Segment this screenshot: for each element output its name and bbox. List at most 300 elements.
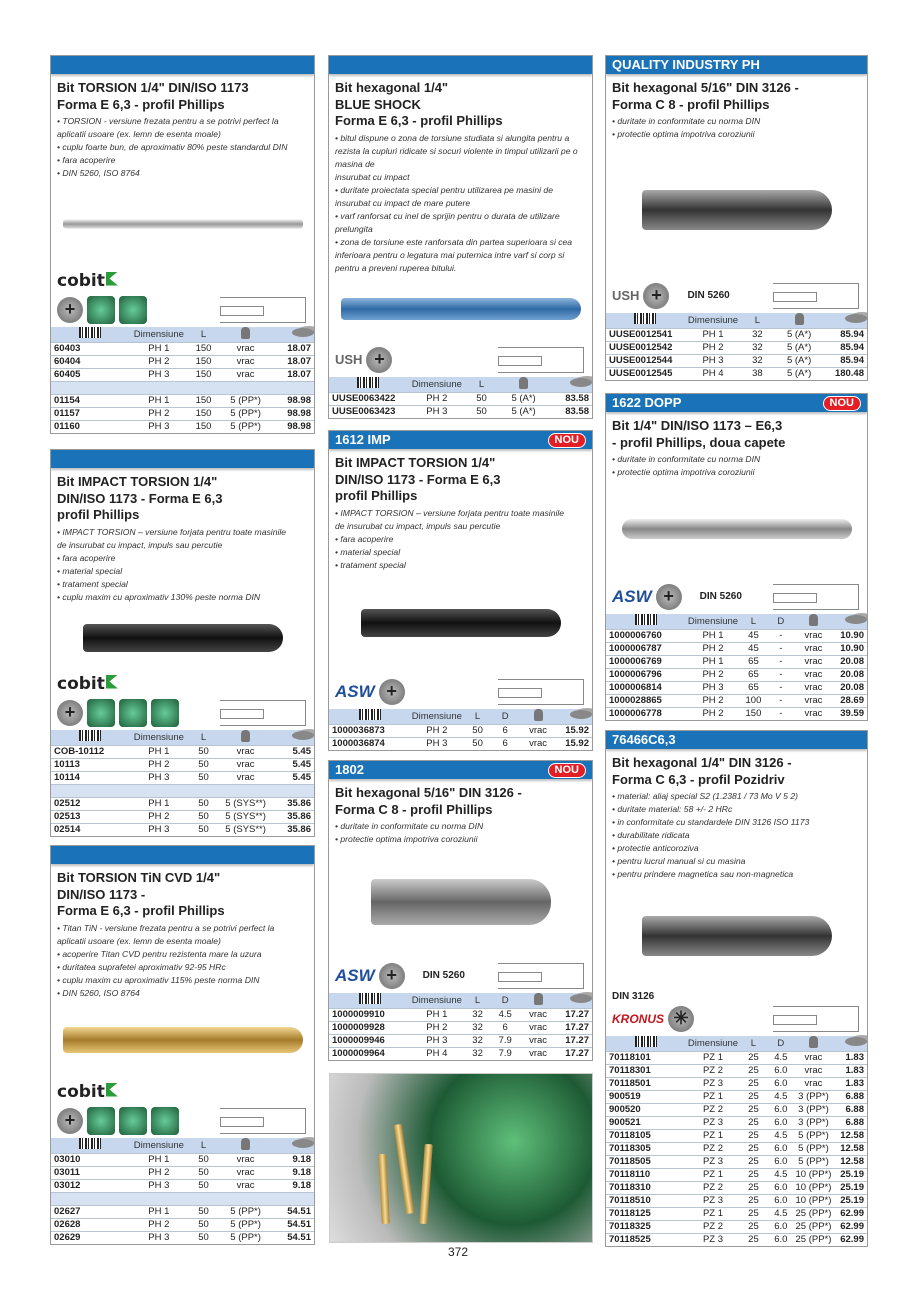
length: 150 — [188, 407, 220, 420]
table-row — [606, 1051, 867, 1064]
dimension: PZ 1 — [687, 1129, 739, 1142]
length: 25 — [739, 1116, 768, 1129]
dimension: PZ 3 — [687, 1194, 739, 1207]
table-row — [606, 1194, 867, 1207]
feature-item: • IMPACT TORSION – versiune forjata pentru toate masinile — [335, 507, 565, 518]
length: 50 — [463, 724, 492, 737]
barcode-icon — [359, 709, 381, 720]
column-header: D — [492, 709, 518, 725]
dimension: PH 3 — [408, 405, 466, 418]
dimension: PH 1 — [684, 328, 741, 341]
phillips-icon: + — [379, 963, 405, 989]
price: 62.99 — [833, 1233, 867, 1246]
product-code: UUSE0012541 — [606, 328, 684, 341]
table-row — [51, 823, 314, 836]
pack: vrac — [219, 368, 272, 381]
length: 45 — [739, 629, 768, 642]
length: 50 — [188, 758, 220, 771]
title-line: Bit hexagonal 5/16" DIN 3126 - — [335, 785, 522, 800]
feature-badge-icon — [87, 296, 115, 324]
title-line: Forma E 6,3 - profil Phillips — [57, 903, 225, 918]
length: 32 — [742, 328, 773, 341]
product-image — [329, 275, 592, 343]
column-header — [329, 377, 408, 393]
product-title — [51, 864, 314, 922]
feature-item: • Titan TiN - versiune frezata pentru a se potrivi perfect la — [57, 922, 275, 933]
pack: 5 (A*) — [773, 328, 825, 341]
diameter: - — [768, 642, 794, 655]
length: 25 — [739, 1155, 768, 1168]
length: 50 — [188, 1231, 220, 1244]
title-line: Bit TORSION 1/4" DIN/ISO 1173 — [57, 80, 249, 95]
price-table — [606, 1036, 867, 1247]
table-header-row — [329, 709, 592, 725]
table-row — [51, 1166, 314, 1179]
pack: 25 (PP*) — [795, 1220, 832, 1232]
dimension: PH 1 — [130, 1205, 188, 1218]
barcode-icon — [79, 730, 101, 741]
coins-icon — [570, 378, 592, 387]
product-code: 70118301 — [606, 1064, 687, 1077]
dimension: PH 2 — [130, 407, 188, 420]
coins-icon — [292, 731, 314, 740]
pack: 5 (PP*) — [219, 1218, 272, 1231]
table-header-row — [51, 730, 314, 746]
length: 25 — [739, 1051, 768, 1064]
pack: vrac — [518, 1021, 557, 1034]
product-title — [329, 779, 592, 820]
product-code: 900519 — [606, 1090, 687, 1103]
pack: vrac — [794, 1064, 833, 1077]
length: 150 — [188, 368, 220, 381]
column-header — [606, 614, 687, 630]
table-row — [606, 655, 867, 668]
product-image — [606, 881, 867, 991]
din-standard-label: DIN 5260 — [422, 970, 465, 981]
pack: 3 (PP*) — [794, 1116, 833, 1129]
price-table — [329, 993, 592, 1061]
column-header: Dimensiune — [687, 614, 739, 630]
pack: vrac — [219, 1166, 272, 1179]
pack: 5 (A*) — [773, 341, 825, 354]
feature-item: inferioara pentru o legatura mai puternica intre varf si corp si — [335, 249, 565, 260]
pack: vrac — [794, 668, 833, 681]
table-row — [606, 328, 867, 341]
table-row — [606, 681, 867, 694]
hand-icon — [534, 709, 543, 721]
pack: 10 (PP*) — [795, 1168, 832, 1180]
dimension: PH 2 — [411, 1021, 464, 1034]
feature-item: • duritate proiectata special pentru utilizarea pe masini de — [335, 184, 553, 195]
dimension: PZ 1 — [687, 1090, 739, 1103]
length: 25 — [739, 1103, 768, 1116]
product-code: 03010 — [51, 1153, 130, 1166]
product-code: UUSE0012542 — [606, 341, 684, 354]
table-row — [606, 1116, 867, 1129]
pack: 5 (PP*) — [219, 407, 272, 420]
feature-icons-row — [329, 675, 592, 709]
length: 100 — [739, 694, 768, 707]
price: 1.83 — [833, 1064, 867, 1077]
pack: 5 (PP*) — [794, 1155, 833, 1168]
product-code: 70118105 — [606, 1129, 687, 1142]
column-header — [550, 377, 592, 393]
pack: 10 (PP*) — [795, 1194, 832, 1206]
brand-logo: ASW — [612, 586, 652, 606]
table-header-row — [51, 327, 314, 343]
pack: 5 (PP*) — [219, 1231, 272, 1244]
feature-item: • varf ranforsat cu inel de sprijin pentru o durata de utilizare — [335, 210, 560, 221]
diameter: 6 — [492, 737, 518, 750]
product-code: 10114 — [51, 771, 130, 784]
product-code: 1000006814 — [606, 681, 687, 694]
column-header — [794, 1036, 833, 1052]
feature-item: • pentru prindere magnetica sau non-magnetica — [612, 869, 794, 879]
feature-item: • zona de torsiune este ranforsata din partea superioara si cea — [335, 236, 573, 247]
feature-icons-row — [329, 959, 592, 993]
length: 32 — [742, 354, 773, 367]
bit-dimension-diagram — [773, 584, 859, 610]
column-header: L — [742, 313, 773, 329]
diameter: - — [768, 668, 794, 681]
diameter: 6.0 — [768, 1220, 794, 1233]
card-header-bar — [606, 731, 867, 749]
length: 50 — [188, 745, 220, 758]
product-image — [51, 180, 314, 269]
brand-logo: cobit — [51, 672, 314, 696]
feature-item: • cuplu maxim cu aproximativ 115% peste norma DIN — [57, 974, 260, 985]
product-code: 02512 — [51, 797, 130, 810]
feature-item: • material special — [335, 546, 401, 557]
price: 1.83 — [833, 1077, 867, 1090]
length: 50 — [466, 392, 498, 405]
phillips-icon: + — [643, 283, 669, 309]
price: 15.92 — [558, 724, 592, 737]
dimension: PH 2 — [130, 1166, 188, 1179]
feature-list — [329, 132, 592, 275]
pack: vrac — [794, 655, 833, 668]
table-row — [606, 341, 867, 354]
feature-list — [606, 115, 867, 141]
product-code: 60404 — [51, 355, 130, 368]
feature-item: • tratament special — [57, 578, 128, 589]
pack: vrac — [219, 771, 272, 784]
dimension: PH 2 — [130, 1218, 188, 1231]
feature-icons-row — [51, 696, 314, 730]
coins-icon — [570, 710, 592, 719]
dimension: PH 3 — [684, 354, 741, 367]
product-code: 1000009946 — [329, 1034, 411, 1047]
pack: vrac — [794, 681, 833, 694]
length: 32 — [742, 341, 773, 354]
product-code: 70118310 — [606, 1181, 687, 1194]
coins-icon — [845, 1037, 867, 1046]
table-row — [329, 1021, 592, 1034]
product-code: 70118110 — [606, 1168, 687, 1181]
column-header: Dimensiune — [411, 709, 464, 725]
table-row — [606, 1220, 867, 1233]
column-header: D — [768, 614, 794, 630]
pack: vrac — [794, 694, 833, 707]
bit-dimension-diagram — [498, 963, 584, 989]
brand-logo: cobit — [51, 269, 314, 293]
product-code: 01154 — [51, 394, 130, 407]
table-row — [606, 629, 867, 642]
pack: 25 (PP*) — [795, 1233, 832, 1245]
barcode-icon — [634, 313, 656, 324]
bit-dimension-diagram — [220, 297, 306, 323]
diameter: - — [768, 707, 794, 720]
coins-icon — [845, 314, 867, 323]
feature-badge-icon — [151, 699, 179, 727]
price: 98.98 — [272, 394, 314, 407]
title-line: DIN/ISO 1173 - Forma E 6,3 — [57, 490, 223, 506]
bit-image — [63, 220, 303, 229]
feature-item: • duritate in conformitate cu norma DIN — [335, 821, 484, 831]
column-header — [329, 709, 411, 725]
table-row — [51, 342, 314, 355]
dimension: PZ 2 — [687, 1220, 739, 1233]
product-code: UUSE0012545 — [606, 367, 684, 380]
title-line: Bit TORSION TiN CVD 1/4" — [57, 870, 221, 885]
feature-list — [329, 507, 592, 572]
length: 32 — [463, 1047, 492, 1060]
length: 50 — [188, 1179, 220, 1192]
product-image — [51, 1000, 314, 1080]
bit-dimension-diagram — [498, 679, 584, 705]
table-row — [606, 1142, 867, 1155]
title-line: Forma C 6,3 - profil Pozidriv — [612, 771, 785, 787]
column-header — [51, 327, 130, 343]
product-code: 1000009910 — [329, 1008, 411, 1021]
diameter: 6 — [492, 1021, 518, 1034]
column-header: Dimensiune — [687, 1036, 739, 1052]
price: 17.27 — [558, 1034, 592, 1047]
pack: 5 (A*) — [497, 405, 550, 418]
product-image — [329, 846, 592, 959]
price: 54.51 — [272, 1205, 314, 1218]
price: 35.86 — [272, 797, 314, 810]
title-line: Bit hexagonal 1/4" DIN 3126 - — [612, 755, 792, 770]
table-row — [51, 1205, 314, 1218]
price: 6.88 — [833, 1116, 867, 1129]
price: 17.27 — [558, 1021, 592, 1034]
price: 12.58 — [833, 1142, 867, 1155]
title-line: Bit hexagonal 1/4" — [335, 80, 449, 95]
title-line: Bit hexagonal 5/16" DIN 3126 - — [612, 80, 799, 95]
pack: 5 (PP*) — [219, 420, 272, 433]
table-row — [51, 407, 314, 420]
table-row — [606, 1207, 867, 1220]
phillips-icon: + — [57, 297, 83, 323]
feature-list — [51, 922, 314, 1000]
hand-icon — [809, 1036, 818, 1048]
dimension: PH 2 — [408, 392, 466, 405]
title-line: DIN/ISO 1173 - Forma E 6,3 — [335, 471, 501, 487]
dimension: PH 2 — [130, 810, 188, 823]
table-row — [606, 367, 867, 380]
page-number: 372 — [448, 1245, 469, 1259]
pack: 25 (PP*) — [795, 1207, 832, 1219]
product-title — [606, 74, 867, 115]
feature-list — [606, 453, 867, 479]
length: 50 — [188, 823, 220, 836]
product-code: 1000009964 — [329, 1047, 411, 1060]
feature-badge-icon — [87, 1107, 115, 1135]
table-row — [606, 694, 867, 707]
column-header — [272, 327, 314, 343]
price: 6.88 — [833, 1103, 867, 1116]
pack: 5 (PP*) — [794, 1129, 833, 1142]
price: 10.90 — [833, 642, 867, 655]
price: 20.08 — [833, 668, 867, 681]
product-code: 60403 — [51, 342, 130, 355]
product-code: UUSE0063423 — [329, 405, 408, 418]
feature-item: • DIN 5260, ISO 8764 — [57, 168, 140, 178]
price-table — [329, 709, 592, 751]
price: 17.27 — [558, 1047, 592, 1060]
feature-item: aplicatii usoare (ex. lemn de esenta moale) — [57, 935, 221, 946]
dimension: PH 1 — [130, 745, 188, 758]
product-image — [606, 479, 867, 580]
hand-icon — [534, 993, 543, 1005]
price: 9.18 — [272, 1166, 314, 1179]
price-table — [329, 377, 592, 419]
coins-icon — [292, 1139, 314, 1148]
column-header: Dimensiune — [411, 993, 464, 1009]
dimension: PH 4 — [411, 1047, 464, 1060]
phillips-icon: + — [656, 584, 682, 610]
coins-icon — [570, 994, 592, 1003]
price: 54.51 — [272, 1218, 314, 1231]
bit-dimension-diagram — [498, 347, 584, 373]
table-row — [329, 1034, 592, 1047]
pack: vrac — [794, 707, 833, 720]
hand-icon — [241, 730, 250, 742]
length: 150 — [739, 707, 768, 720]
din-standard-label: DIN 3126 — [612, 990, 655, 1002]
product-code: 1000028865 — [606, 694, 687, 707]
dimension: PH 3 — [130, 771, 188, 784]
bit-image — [642, 190, 832, 230]
table-header-row — [606, 313, 867, 329]
product-image — [606, 141, 867, 279]
diameter: 4.5 — [768, 1168, 794, 1181]
card-tag: 1802 — [335, 762, 364, 777]
barcode-icon — [79, 1138, 101, 1149]
diameter: - — [768, 681, 794, 694]
feature-icons-row — [606, 279, 867, 313]
diameter: 6.0 — [768, 1103, 794, 1116]
diameter: 4.5 — [768, 1207, 794, 1220]
product-card-blue-shock — [328, 55, 593, 419]
feature-item: • material special — [57, 565, 123, 576]
pack: 3 (PP*) — [794, 1090, 833, 1103]
length: 50 — [188, 1218, 220, 1231]
pack: 3 (PP*) — [794, 1103, 833, 1116]
price: 39.59 — [833, 707, 867, 720]
price-table — [51, 327, 314, 434]
phillips-icon: + — [57, 1108, 83, 1134]
product-code: 1000006769 — [606, 655, 687, 668]
table-row — [606, 1077, 867, 1090]
column-header: Dimensiune — [408, 377, 466, 393]
feature-list — [329, 820, 592, 846]
product-code: 02629 — [51, 1231, 130, 1244]
table-row — [329, 1047, 592, 1060]
table-row — [329, 737, 592, 750]
feature-item: insurubat cu impact de mare putere — [335, 197, 471, 208]
table-row — [606, 642, 867, 655]
column-header: L — [188, 730, 220, 746]
column-header — [794, 614, 833, 630]
feature-item: • fara acoperire — [57, 552, 116, 563]
feature-item: • IMPACT TORSION – versiune forjata pentru toate masinile — [57, 526, 287, 537]
dimension: PZ 3 — [687, 1077, 739, 1090]
price: 18.07 — [272, 342, 314, 355]
product-code: 900521 — [606, 1116, 687, 1129]
title-line: DIN/ISO 1173 - — [57, 886, 146, 902]
brand-logo: USH — [612, 287, 640, 303]
length: 25 — [739, 1142, 768, 1155]
product-code: 10113 — [51, 758, 130, 771]
diameter: 6.0 — [768, 1181, 794, 1194]
table-row — [51, 420, 314, 433]
phillips-icon: + — [379, 679, 405, 705]
price: 25.19 — [833, 1168, 867, 1181]
pack: vrac — [794, 1077, 833, 1090]
price: 9.18 — [272, 1179, 314, 1192]
length: 25 — [739, 1207, 768, 1220]
diameter: 6.0 — [768, 1077, 794, 1090]
din-standard-label: DIN 5260 — [699, 591, 742, 602]
dimension: PH 1 — [411, 1008, 464, 1021]
product-code: 02513 — [51, 810, 130, 823]
price: 85.94 — [825, 354, 867, 367]
feature-item: • bitul dispune o zona de torsiune studiata si alungita pentru a — [335, 132, 570, 143]
din-standard-label: DIN 5260 — [687, 290, 730, 301]
feature-list — [51, 526, 314, 604]
price: 6.88 — [833, 1090, 867, 1103]
column-header — [272, 1138, 314, 1154]
length: 50 — [463, 737, 492, 750]
feature-item: • duritate in conformitate cu norma DIN — [612, 454, 761, 464]
product-title — [606, 412, 867, 453]
product-title — [329, 449, 592, 507]
price: 10.90 — [833, 629, 867, 642]
column-header: D — [492, 993, 518, 1009]
card-tag: QUALITY INDUSTRY PH — [612, 57, 760, 72]
feature-item: • fara acoperire — [57, 155, 116, 165]
dimension: PH 2 — [130, 355, 188, 368]
bit-dimension-diagram — [220, 1108, 306, 1134]
phillips-icon: + — [366, 347, 392, 373]
diameter: 6.0 — [768, 1194, 794, 1207]
length: 25 — [739, 1064, 768, 1077]
feature-badge-icon — [87, 699, 115, 727]
price: 25.19 — [833, 1181, 867, 1194]
feature-item: • tratament special — [335, 559, 406, 570]
product-card-quality-industry — [605, 55, 868, 381]
dimension: PH 3 — [411, 1034, 464, 1047]
column-header — [773, 313, 825, 329]
column-header: L — [188, 1138, 220, 1154]
table-header-row — [329, 377, 592, 393]
card-tag: 76466C6,3 — [612, 732, 676, 747]
table-row — [51, 810, 314, 823]
column-header — [497, 377, 550, 393]
product-title — [606, 749, 867, 790]
